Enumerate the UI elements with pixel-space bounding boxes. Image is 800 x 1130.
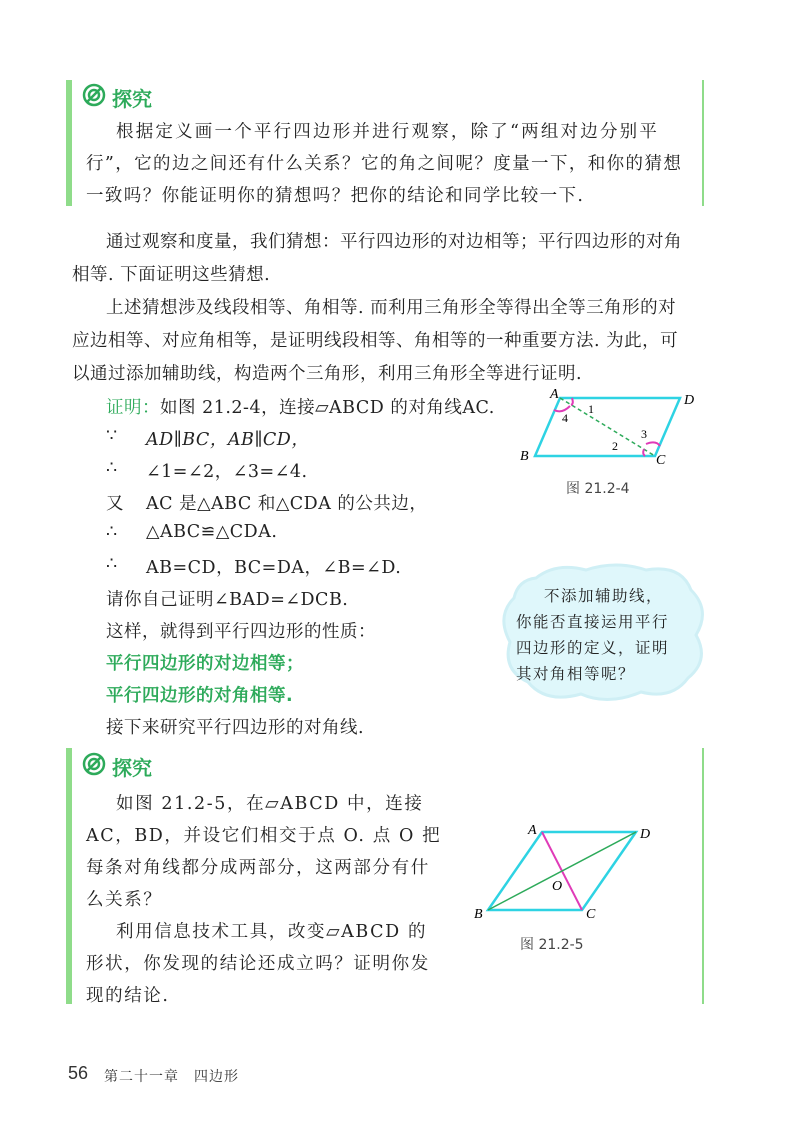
explore1-line: 一致吗？你能证明你的猜想吗？把你的结论和同学比较一下. [86,186,585,206]
explore2-line: 么关系？ [86,890,163,910]
property-1: 平行四边形的对边相等； [106,654,304,674]
cloud-line: 其对角相等呢？ [516,665,636,683]
explore-heading-2 [82,752,152,781]
proof-symbol: ∴ [106,522,118,542]
label-d: D [684,393,695,408]
explore2-line: 每条对角线都分成两部分，这两部分有什 [86,858,430,878]
explore1-line: 根据定义画一个平行四边形并进行观察，除了“两组对边分别平 [116,122,660,142]
proof-symbol: ∴ [106,554,118,574]
page-number: 56 [68,1063,89,1083]
label-c: C [656,453,666,468]
proof-line-7: 请你自己证明∠BAD=∠DCB. [106,590,349,610]
figure-21-2-5 [470,822,670,924]
cloud-line: 你能否直接运用平行 [516,613,670,631]
label-b: B [520,449,529,464]
proof-line-1: 证明：如图 21.2-4，连接▱ABCD 的对角线AC. [106,398,495,418]
cloud-text [516,583,686,687]
angle-label-1: 1 [588,402,594,416]
parallelogram-abcd [535,398,680,456]
cloud-line: 四边形的定义，证明 [516,639,670,657]
angle-label-4: 4 [562,411,568,425]
angle-arc-3 [646,442,660,446]
label-b: B [474,907,483,922]
figure-21-2-4 [510,386,710,468]
figure-1-caption: 图 21.2-4 [566,481,630,497]
body-p2-line: 以通过添加辅助线，构造两个三角形，利用三角形全等进行证明. [72,364,583,384]
explore2-line: 如图 21.2-5，在▱ABCD 中，连接 [116,794,424,814]
explore2-line: 形状，你发现的结论还成立吗？证明你发 [86,954,430,974]
explore2-line: AC，BD，并设它们相交于点 O. 点 O 把 [86,826,442,846]
explore-icon [82,83,106,112]
body-p1-line: 通过观察和度量，我们猜想：平行四边形的对边相等；平行四边形的对角 [106,232,682,252]
explore2-line: 利用信息技术工具，改变▱ABCD 的 [116,922,428,942]
property-2: 平行四边形的对角相等. [106,686,294,706]
explore-icon [82,752,106,781]
explore2-line: 现的结论. [86,986,170,1006]
label-a: A [550,387,559,402]
proof-line-2: AD∥BC，AB∥CD， [146,430,310,450]
proof-line-3: ∠1=∠2，∠3=∠4. [146,462,308,482]
proof-line-5: △ABC≌△CDA. [146,522,278,542]
figure-2-caption: 图 21.2-5 [520,937,584,953]
body-p2-line: 上述猜想涉及线段相等、角相等. 而利用三角形全等得出全等三角形的对 [106,298,677,318]
angle-label-2: 2 [612,439,618,453]
proof-symbol: 又 [106,494,124,514]
proof-line-6: AB=CD，BC=DA，∠B=∠D. [146,558,402,578]
angle-label-3: 3 [641,427,647,441]
proof-line-8: 这样，就得到平行四边形的性质： [106,622,376,642]
explore1-line: 行”，它的边之间还有什么关系？它的角之间呢？度量一下，和你的猜想 [86,154,683,174]
body-p1-line: 相等. 下面证明这些猜想. [72,265,271,285]
proof-label: 证明： [106,398,160,418]
body-p2-line: 应边相等、对应角相等，是证明线段相等、角相等的一种重要方法. 为此，可 [72,331,679,351]
label-a: A [528,823,537,838]
chapter-title: 第二十一章 四边形 [104,1069,239,1085]
proof-line-4: AC 是△ABC 和△CDA 的公共边， [146,494,428,514]
label-o: O [552,879,563,894]
explore-title: 探究 [112,756,152,780]
explore-title: 探究 [112,87,152,111]
proof-symbol: ∵ [106,426,118,446]
label-d: D [640,827,651,842]
explore-heading-1 [82,83,152,112]
cloud-line: 不添加辅助线， [544,587,664,605]
proof-symbol: ∴ [106,458,118,478]
proof-line-9: 接下来研究平行四边形的对角线. [106,718,365,738]
diagonal-bd [488,832,636,910]
label-c: C [586,907,596,922]
